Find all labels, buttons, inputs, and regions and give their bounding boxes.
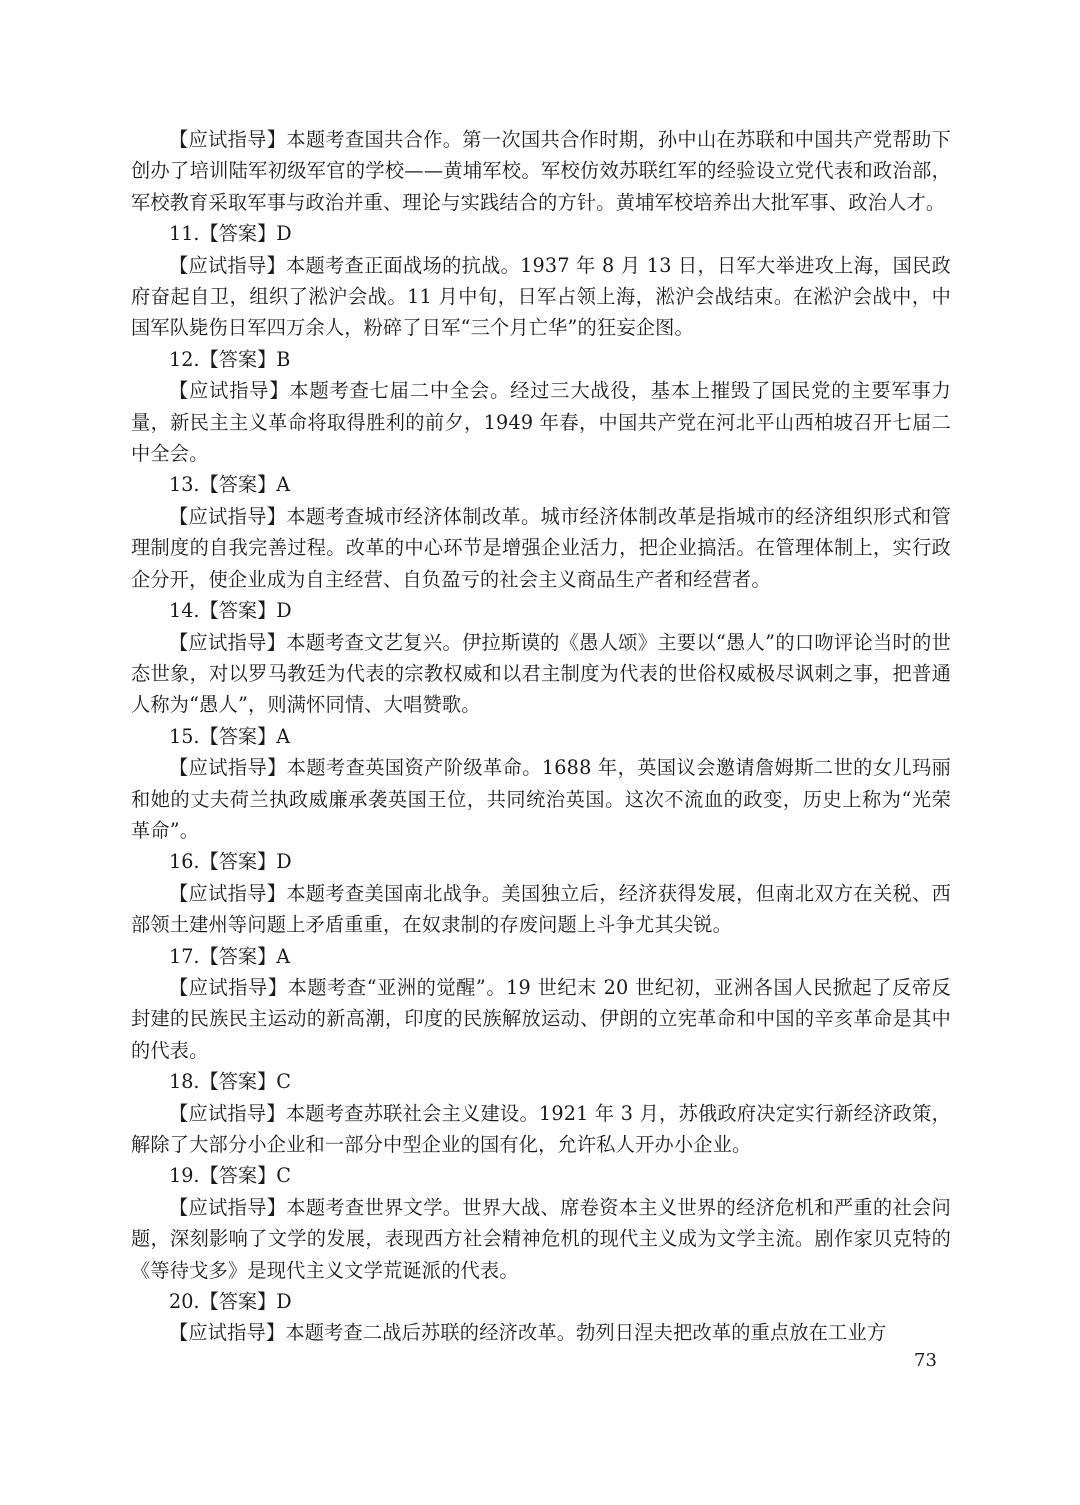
guide-paragraph: 【应试指导】本题考查正面战场的抗战。1937 年 8 月 13 日，日军大举进攻上海，国民政府奋起自卫，组织了淞沪会战。11 月中旬，日军占领上海，淞沪会战结束。在淞沪会战中，中国军队毙伤日军四万余人，粉碎了日军“三个月亡华”的狂妄企图。: [131, 253, 951, 340]
guide-paragraph: 【应试指导】本题考查英国资产阶级革命。1688 年，英国议会邀请詹姆斯二世的女儿玛丽和她的丈夫荷兰执政威廉承袭英国王位，共同统治英国。这次不流血的政变，历史上称为“光荣革命”。: [131, 756, 951, 842]
answer-line: 14.【答案】D: [169, 599, 292, 623]
guide-paragraph: 【应试指导】本题考查美国南北战争。美国独立后，经济获得发展，但南北双方在关税、西部领土建州等问题上矛盾重重，在奴隶制的存废问题上斗争尤其尖锐。: [131, 881, 951, 937]
answer-line: 12.【答案】B: [169, 347, 291, 371]
answer-line: 18.【答案】C: [169, 1070, 291, 1094]
guide-paragraph: 【应试指导】本题考查苏联社会主义建设。1921 年 3 月，苏俄政府决定实行新经济政策，解除了大部分小企业和一部分中型企业的国有化，允许私人开办小企业。: [131, 1101, 951, 1156]
answer-line: 20.【答案】D: [169, 1290, 292, 1314]
guide-paragraph: 【应试指导】本题考查世界文学。世界大战、席卷资本主义世界的经济危机和严重的社会问题，深刻影响了文学的发展，表现西方社会精神危机的现代主义成为文学主流。剧作家贝克特的《等待戈多》是现代主义文学荒诞派的代表。: [131, 1195, 951, 1282]
document-body: [131, 124, 951, 1349]
answer-line: 13.【答案】A: [169, 473, 291, 497]
guide-paragraph: 【应试指导】本题考查国共合作。第一次国共合作时期，孙中山在苏联和中国共产党帮助下创办了培训陆军初级军官的学校——黄埔军校。军校仿效苏联红军的经验设立党代表和政治部，军校教育采取军事与政治并重、理论与实践结合的方针。黄埔军校培养出大批军事、政治人才。: [131, 128, 951, 214]
page-number: 73: [914, 1350, 937, 1371]
answer-line: 11.【答案】D: [169, 222, 292, 246]
guide-paragraph: 【应试指导】本题考查“亚洲的觉醒”。19 世纪末 20 世纪初，亚洲各国人民掀起了反帝反封建的民族民主运动的新高潮，印度的民族解放运动、伊朗的立宪革命和中国的辛亥革命是其中的代表。: [131, 975, 951, 1062]
answer-line: 15.【答案】A: [169, 724, 291, 748]
answer-line: 16.【答案】D: [169, 850, 292, 874]
answer-line: 17.【答案】A: [169, 944, 291, 968]
guide-paragraph: 【应试指导】本题考查城市经济体制改革。城市经济体制改革是指城市的经济组织形式和管理制度的自我完善过程。改革的中心环节是增强企业活力，把企业搞活。在管理体制上，实行政企分开，使企业成为自主经营、自负盈亏的社会主义商品生产者和经营者。: [131, 504, 951, 591]
guide-paragraph: 【应试指导】本题考查七届二中全会。经过三大战役，基本上摧毁了国民党的主要军事力量，新民主主义革命将取得胜利的前夕，1949 年春，中国共产党在河北平山西柏坡召开七届二中全会。: [131, 379, 951, 466]
answer-line: 19.【答案】C: [169, 1164, 291, 1188]
guide-paragraph: 【应试指导】本题考查二战后苏联的经济改革。勃列日涅夫把改革的重点放在工业方: [169, 1321, 887, 1345]
guide-paragraph: 【应试指导】本题考查文艺复兴。伊拉斯谟的《愚人颂》主要以“愚人”的口吻评论当时的世态世象，对以罗马教廷为代表的宗教权威和以君主制度为代表的世俗权威极尽讽刺之事，把普通人称为“愚人”，则满怀同情、大唱赞歌。: [131, 630, 951, 717]
